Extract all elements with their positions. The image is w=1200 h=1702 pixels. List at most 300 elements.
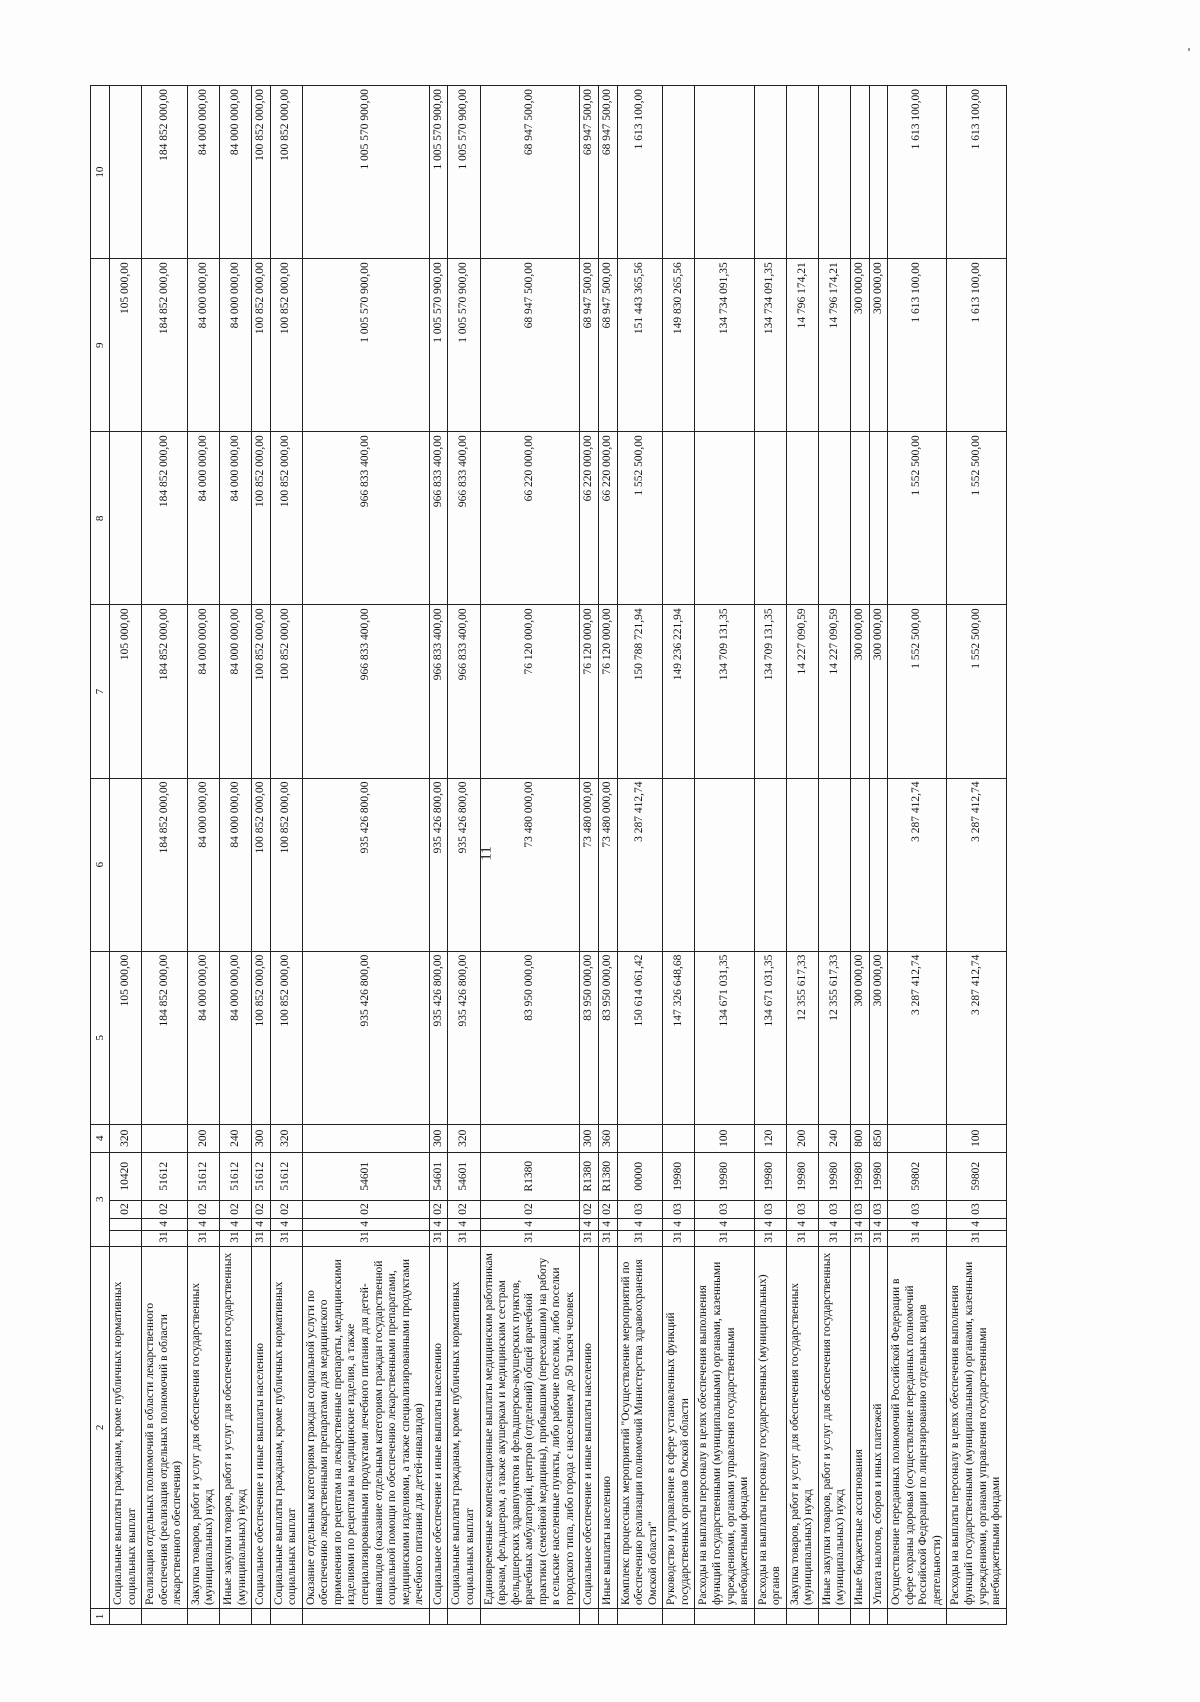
amount-col8: 966 833 400,00 (302, 432, 429, 605)
code-direction: 51612 (252, 1152, 271, 1200)
amount-col10: 184 852 000,00 (142, 86, 188, 259)
column-header: 8 (91, 432, 110, 605)
amount-col7: 84 000 000,00 (219, 605, 251, 778)
code-type: 4 (617, 1218, 663, 1230)
code-expense-type: 850 (869, 1124, 888, 1152)
row-name: Комплекс процессных мероприятий "Осуществление мероприятий по обеспечению реализации полномочий Министерства здравоохранения Омской области" (617, 1246, 663, 1608)
code-direction: 19980 (786, 1152, 818, 1200)
table-row (888, 86, 947, 1625)
code-program (110, 1230, 142, 1246)
column-header: 9 (91, 259, 110, 432)
amount-col10: 68 947 500,00 (599, 86, 618, 259)
row-name: Социальные выплаты гражданам, кроме публичных нормативных социальных выплат (270, 1246, 302, 1608)
code-program: 31 (448, 1230, 480, 1246)
amount-col5: 300 000,00 (851, 951, 870, 1124)
amount-col10 (851, 86, 870, 259)
table-body (110, 86, 1007, 1625)
row-name: Оказание отдельным категориям граждан социальной услуги по обеспечению лекарственными препаратами для медицинского применения по рецептам на лекарственные препараты, медицинскими изделиями по рецептам на медицинские изделия, а также специализированными продуктами лечебного питания для детей-инвалидов (оказание отдельным категориям граждан государственной социальной помощи по обеспечению лекарственными препаратами, медицинскими изделиями, а также специализированными продуктами лечебного питания для детей-инвалидов) (302, 1246, 429, 1608)
amount-col9: 68 947 500,00 (480, 259, 580, 432)
amount-col8: 66 220 000,00 (480, 432, 580, 605)
row-name: Социальные выплаты гражданам, кроме публичных нормативных социальных выплат (448, 1246, 480, 1608)
code-expense-type (617, 1124, 663, 1152)
code-program: 31 (480, 1230, 580, 1246)
column-header: 1 (91, 1609, 110, 1625)
amount-col5: 3 287 412,74 (888, 951, 947, 1124)
amount-col9: 184 852 000,00 (142, 259, 188, 432)
code-expense-type: 100 (947, 1124, 1006, 1152)
amount-col9: 134 734 091,35 (754, 259, 786, 432)
code-type: 4 (252, 1218, 271, 1230)
amount-col5: 83 950 000,00 (480, 951, 580, 1124)
code-complex: 03 (869, 1200, 888, 1218)
code-type: 4 (187, 1218, 219, 1230)
row-name: Социальное обеспечение и иные выплаты населению (429, 1246, 448, 1608)
code-direction: 54601 (448, 1152, 480, 1200)
amount-col10: 1 613 100,00 (617, 86, 663, 259)
table-row (947, 86, 1006, 1625)
code-direction: 51612 (219, 1152, 251, 1200)
row-name: Расходы на выплаты персоналу государственных (муниципальных) органов (754, 1246, 786, 1608)
table-row (663, 86, 695, 1625)
amount-col8 (786, 432, 818, 605)
code-program: 31 (663, 1230, 695, 1246)
amount-col8 (818, 432, 850, 605)
code-direction: 59802 (947, 1152, 1006, 1200)
code-direction: 51612 (142, 1152, 188, 1200)
code-expense-type: 300 (429, 1124, 448, 1152)
code-program: 31 (142, 1230, 188, 1246)
code-expense-type: 100 (695, 1124, 754, 1152)
amount-col9: 1 005 570 900,00 (429, 259, 448, 432)
code-complex: 02 (252, 1200, 271, 1218)
code-type: 4 (786, 1218, 818, 1230)
row-blank-cell (480, 1609, 580, 1625)
amount-col8: 1 552 500,00 (617, 432, 663, 605)
row-name: Иные бюджетные ассигнования (851, 1246, 870, 1608)
code-type: 4 (580, 1218, 599, 1230)
amount-col6: 73 480 000,00 (480, 778, 580, 951)
amount-col5: 935 426 800,00 (302, 951, 429, 1124)
code-direction: R1380 (599, 1152, 618, 1200)
amount-col6 (869, 778, 888, 951)
row-blank-cell (142, 1609, 188, 1625)
row-blank-cell (786, 1609, 818, 1625)
amount-col9: 68 947 500,00 (599, 259, 618, 432)
code-complex: 02 (110, 1200, 142, 1218)
amount-col5: 100 852 000,00 (252, 951, 271, 1124)
row-name: Социальное обеспечение и иные выплаты населению (252, 1246, 271, 1608)
amount-col10: 1 613 100,00 (947, 86, 1006, 259)
column-header: 4 (91, 1124, 110, 1152)
code-expense-type (302, 1124, 429, 1152)
amount-col7: 966 833 400,00 (448, 605, 480, 778)
amount-col9: 300 000,00 (851, 259, 870, 432)
code-direction: 54601 (302, 1152, 429, 1200)
amount-col10: 1 613 100,00 (888, 86, 947, 259)
row-blank-cell (448, 1609, 480, 1625)
amount-col5: 83 950 000,00 (599, 951, 618, 1124)
amount-col9: 1 005 570 900,00 (302, 259, 429, 432)
amount-col6: 73 480 000,00 (599, 778, 618, 951)
amount-col5: 150 614 061,42 (617, 951, 663, 1124)
table-row (187, 86, 219, 1625)
code-type: 4 (219, 1218, 251, 1230)
code-complex: 02 (270, 1200, 302, 1218)
code-expense-type: 320 (270, 1124, 302, 1152)
code-expense-type: 200 (786, 1124, 818, 1152)
code-expense-type: 320 (448, 1124, 480, 1152)
amount-col10: 1 005 570 900,00 (448, 86, 480, 259)
code-type: 4 (754, 1218, 786, 1230)
row-blank-cell (429, 1609, 448, 1625)
amount-col5: 84 000 000,00 (187, 951, 219, 1124)
amount-col8: 1 552 500,00 (888, 432, 947, 605)
table-row (754, 86, 786, 1625)
amount-col9: 1 613 100,00 (947, 259, 1006, 432)
amount-col7: 150 788 721,94 (617, 605, 663, 778)
amount-col5: 935 426 800,00 (448, 951, 480, 1124)
table-row (448, 86, 480, 1625)
amount-col9: 100 852 000,00 (252, 259, 271, 432)
code-program: 31 (252, 1230, 271, 1246)
amount-col6: 935 426 800,00 (302, 778, 429, 951)
code-type: 4 (480, 1218, 580, 1230)
table-row (580, 86, 599, 1625)
amount-col8 (754, 432, 786, 605)
amount-col6: 100 852 000,00 (252, 778, 271, 951)
amount-col8: 966 833 400,00 (429, 432, 448, 605)
row-name: Уплата налогов, сборов и иных платежей (869, 1246, 888, 1608)
amount-col5: 3 287 412,74 (947, 951, 1006, 1124)
column-header: 2 (91, 1246, 110, 1608)
amount-col7: 100 852 000,00 (252, 605, 271, 778)
amount-col7: 14 227 090,59 (786, 605, 818, 778)
amount-col5: 935 426 800,00 (429, 951, 448, 1124)
code-program: 31 (869, 1230, 888, 1246)
code-type: 4 (270, 1218, 302, 1230)
amount-col6: 184 852 000,00 (142, 778, 188, 951)
code-program: 31 (270, 1230, 302, 1246)
row-name: Реализация отдельных полномочий в области лекарственного обеспечения (реализация отдельных полномочий в области лекарственного обеспечения) (142, 1246, 188, 1608)
row-blank-cell (110, 1609, 142, 1625)
code-program: 31 (219, 1230, 251, 1246)
code-complex: 03 (754, 1200, 786, 1218)
code-expense-type: 200 (187, 1124, 219, 1152)
row-blank-cell (617, 1609, 663, 1625)
row-name: Иные закупки товаров, работ и услуг для обеспечения государственных (муниципальных) нужд (219, 1246, 251, 1608)
amount-col7: 76 120 000,00 (480, 605, 580, 778)
amount-col8: 100 852 000,00 (270, 432, 302, 605)
code-direction: 00000 (617, 1152, 663, 1200)
row-blank-cell (754, 1609, 786, 1625)
code-complex: 03 (617, 1200, 663, 1218)
amount-col8: 84 000 000,00 (187, 432, 219, 605)
code-program: 31 (818, 1230, 850, 1246)
amount-col6 (695, 778, 754, 951)
amount-col10: 100 852 000,00 (252, 86, 271, 259)
code-type: 4 (947, 1218, 1006, 1230)
amount-col9: 300 000,00 (869, 259, 888, 432)
code-complex: 03 (818, 1200, 850, 1218)
row-blank-cell (888, 1609, 947, 1625)
amount-col7: 134 709 131,35 (754, 605, 786, 778)
code-complex: 02 (187, 1200, 219, 1218)
amount-col6: 935 426 800,00 (429, 778, 448, 951)
amount-col10: 84 000 000,00 (219, 86, 251, 259)
row-name: Иные выплаты населению (599, 1246, 618, 1608)
amount-col6 (786, 778, 818, 951)
code-program: 31 (786, 1230, 818, 1246)
table-row (599, 86, 618, 1625)
amount-col5: 84 000 000,00 (219, 951, 251, 1124)
code-direction: R1380 (480, 1152, 580, 1200)
amount-col5: 83 950 000,00 (580, 951, 599, 1124)
code-direction: 59802 (888, 1152, 947, 1200)
row-name: Расходы на выплаты персоналу в целях обеспечения выполнения функций государственными (муниципальными) органами, казенными учреждениями, органами управления государственными внебюджетными фондами (947, 1246, 1006, 1608)
amount-col8 (663, 432, 695, 605)
amount-col5: 105 000,00 (110, 951, 142, 1124)
code-complex: 03 (695, 1200, 754, 1218)
amount-col6: 84 000 000,00 (187, 778, 219, 951)
amount-col7: 184 852 000,00 (142, 605, 188, 778)
amount-col8: 66 220 000,00 (599, 432, 618, 605)
code-type (110, 1218, 142, 1230)
row-name: Единовременные компенсационные выплаты медицинским работникам (врачам, фельдшерам, а также акушеркам и медицинским сестрам фельдшерских здравпунктов и фельдшерско-акушерских пунктов, врачебных амбулаторий, центров (отделений) общей врачебной практики (семейной медицины), прибывшим (переехавшим) на работу в сельские населенные пункты, либо рабочие поселки, либо поселки городского типа, либо города с населением до 50 тысяч человек (480, 1246, 580, 1608)
amount-col10: 84 000 000,00 (187, 86, 219, 259)
amount-col9: 149 830 265,56 (663, 259, 695, 432)
row-name: Социальные выплаты гражданам, кроме публичных нормативных социальных выплат (110, 1246, 142, 1608)
amount-col10 (818, 86, 850, 259)
amount-col7: 134 709 131,35 (695, 605, 754, 778)
table-row (786, 86, 818, 1625)
amount-col6 (754, 778, 786, 951)
code-type: 4 (851, 1218, 870, 1230)
code-program: 31 (187, 1230, 219, 1246)
code-direction: 19980 (754, 1152, 786, 1200)
code-program: 31 (947, 1230, 1006, 1246)
table-row (270, 86, 302, 1625)
amount-col10: 100 852 000,00 (270, 86, 302, 259)
code-direction: 19980 (851, 1152, 870, 1200)
row-name: Закупка товаров, работ и услуг для обеспечения государственных (муниципальных) нужд (187, 1246, 219, 1608)
code-direction: 19980 (869, 1152, 888, 1200)
amount-col6: 73 480 000,00 (580, 778, 599, 951)
code-program: 31 (580, 1230, 599, 1246)
amount-col10 (110, 86, 142, 259)
amount-col10: 68 947 500,00 (480, 86, 580, 259)
amount-col9: 1 613 100,00 (888, 259, 947, 432)
amount-col10 (695, 86, 754, 259)
amount-col5: 12 355 617,33 (818, 951, 850, 1124)
code-complex: 03 (851, 1200, 870, 1218)
amount-col9: 151 443 365,56 (617, 259, 663, 432)
code-expense-type: 300 (252, 1124, 271, 1152)
page-number: 11 (478, 846, 495, 861)
code-complex: 02 (599, 1200, 618, 1218)
amount-col9: 84 000 000,00 (219, 259, 251, 432)
table-row (480, 86, 580, 1625)
code-program: 31 (851, 1230, 870, 1246)
amount-col5: 300 000,00 (869, 951, 888, 1124)
column-header: 6 (91, 778, 110, 951)
amount-col9: 14 796 174,21 (786, 259, 818, 432)
code-direction: 19980 (818, 1152, 850, 1200)
amount-col7: 300 000,00 (869, 605, 888, 778)
code-complex: 02 (302, 1200, 429, 1218)
code-direction: 19980 (663, 1152, 695, 1200)
amount-col8: 184 852 000,00 (142, 432, 188, 605)
code-direction: 10420 (110, 1152, 142, 1200)
code-direction: 54601 (429, 1152, 448, 1200)
row-blank-cell (818, 1609, 850, 1625)
code-type: 4 (663, 1218, 695, 1230)
amount-col6: 3 287 412,74 (947, 778, 1006, 951)
amount-col9: 1 005 570 900,00 (448, 259, 480, 432)
row-blank-cell (599, 1609, 618, 1625)
table-row (252, 86, 271, 1625)
code-direction: 51612 (187, 1152, 219, 1200)
table-row (302, 86, 429, 1625)
amount-col7: 149 236 221,94 (663, 605, 695, 778)
amount-col6 (663, 778, 695, 951)
code-program: 31 (617, 1230, 663, 1246)
amount-col8: 84 000 000,00 (219, 432, 251, 605)
amount-col8: 100 852 000,00 (252, 432, 271, 605)
row-name: Расходы на выплаты персоналу в целях обеспечения выполнения функций государственными (муниципальными) органами, казенными учреждениями, органами управления государственными внебюджетными фондами (695, 1246, 754, 1608)
row-name: Закупка товаров, работ и услуг для обеспечения государственных (муниципальных) нужд (786, 1246, 818, 1608)
amount-col8: 1 552 500,00 (947, 432, 1006, 605)
amount-col9: 100 852 000,00 (270, 259, 302, 432)
code-type: 4 (888, 1218, 947, 1230)
row-name: Социальное обеспечение и иные выплаты населению (580, 1246, 599, 1608)
code-program: 31 (302, 1230, 429, 1246)
code-complex: 03 (663, 1200, 695, 1218)
amount-col10: 1 005 570 900,00 (429, 86, 448, 259)
code-program: 31 (754, 1230, 786, 1246)
scan-speck (1188, 48, 1190, 51)
row-blank-cell (302, 1609, 429, 1625)
amount-col7: 76 120 000,00 (580, 605, 599, 778)
code-expense-type: 800 (851, 1124, 870, 1152)
amount-col9: 84 000 000,00 (187, 259, 219, 432)
code-complex: 02 (429, 1200, 448, 1218)
code-type: 4 (302, 1218, 429, 1230)
amount-col9: 105 000,00 (110, 259, 142, 432)
table-row (219, 86, 251, 1625)
code-program: 31 (695, 1230, 754, 1246)
amount-col6 (851, 778, 870, 951)
table-row (695, 86, 754, 1625)
code-expense-type (142, 1124, 188, 1152)
table-row (429, 86, 448, 1625)
code-type: 4 (142, 1218, 188, 1230)
code-direction: 51612 (270, 1152, 302, 1200)
amount-col7: 1 552 500,00 (888, 605, 947, 778)
code-type: 4 (448, 1218, 480, 1230)
amount-col7: 105 000,00 (110, 605, 142, 778)
amount-col5: 184 852 000,00 (142, 951, 188, 1124)
column-header: 5 (91, 951, 110, 1124)
amount-col9: 134 734 091,35 (695, 259, 754, 432)
amount-col10: 1 005 570 900,00 (302, 86, 429, 259)
code-complex: 02 (480, 1200, 580, 1218)
table-row (617, 86, 663, 1625)
row-blank-cell (663, 1609, 695, 1625)
table-row (851, 86, 870, 1625)
row-blank-cell (187, 1609, 219, 1625)
code-complex: 03 (947, 1200, 1006, 1218)
amount-col7: 84 000 000,00 (187, 605, 219, 778)
amount-col6 (110, 778, 142, 951)
code-type: 4 (695, 1218, 754, 1230)
row-name: Руководство и управление в сфере установленных функций государственных органов Омской области (663, 1246, 695, 1608)
code-complex: 02 (219, 1200, 251, 1218)
amount-col8: 966 833 400,00 (448, 432, 480, 605)
amount-col7: 966 833 400,00 (429, 605, 448, 778)
code-complex: 02 (448, 1200, 480, 1218)
amount-col10: 68 947 500,00 (580, 86, 599, 259)
row-blank-cell (947, 1609, 1006, 1625)
amount-col8 (695, 432, 754, 605)
code-program: 31 (599, 1230, 618, 1246)
row-blank-cell (270, 1609, 302, 1625)
amount-col6: 100 852 000,00 (270, 778, 302, 951)
row-blank-cell (219, 1609, 251, 1625)
amount-col7: 76 120 000,00 (599, 605, 618, 778)
column-number-row (91, 86, 110, 1625)
code-expense-type: 240 (818, 1124, 850, 1152)
amount-col6 (818, 778, 850, 951)
amount-col7: 1 552 500,00 (947, 605, 1006, 778)
column-header: 7 (91, 605, 110, 778)
amount-col6: 3 287 412,74 (617, 778, 663, 951)
code-type: 4 (599, 1218, 618, 1230)
row-name: Иные закупки товаров, работ и услуг для обеспечения государственных (муниципальных) нужд (818, 1246, 850, 1608)
budget-table-rotated (90, 85, 1007, 1625)
table-row (142, 86, 188, 1625)
amount-col5: 147 326 648,68 (663, 951, 695, 1124)
amount-col9: 68 947 500,00 (580, 259, 599, 432)
code-expense-type: 300 (580, 1124, 599, 1152)
column-header: 10 (91, 86, 110, 259)
code-complex: 03 (888, 1200, 947, 1218)
amount-col5: 12 355 617,33 (786, 951, 818, 1124)
code-expense-type: 360 (599, 1124, 618, 1152)
code-program: 31 (429, 1230, 448, 1246)
code-expense-type (663, 1124, 695, 1152)
row-blank-cell (695, 1609, 754, 1625)
amount-col10 (786, 86, 818, 259)
row-blank-cell (580, 1609, 599, 1625)
code-complex: 02 (142, 1200, 188, 1218)
code-expense-type (888, 1124, 947, 1152)
code-expense-type (480, 1124, 580, 1152)
table-row (818, 86, 850, 1625)
row-blank-cell (851, 1609, 870, 1625)
amount-col7: 300 000,00 (851, 605, 870, 778)
row-blank-cell (869, 1609, 888, 1625)
amount-col5: 134 671 031,35 (695, 951, 754, 1124)
amount-col7: 966 833 400,00 (302, 605, 429, 778)
code-type: 4 (429, 1218, 448, 1230)
amount-col8 (869, 432, 888, 605)
amount-col6: 3 287 412,74 (888, 778, 947, 951)
code-direction: 19980 (695, 1152, 754, 1200)
amount-col7: 100 852 000,00 (270, 605, 302, 778)
table-row (869, 86, 888, 1625)
amount-col5: 100 852 000,00 (270, 951, 302, 1124)
amount-col8: 66 220 000,00 (580, 432, 599, 605)
